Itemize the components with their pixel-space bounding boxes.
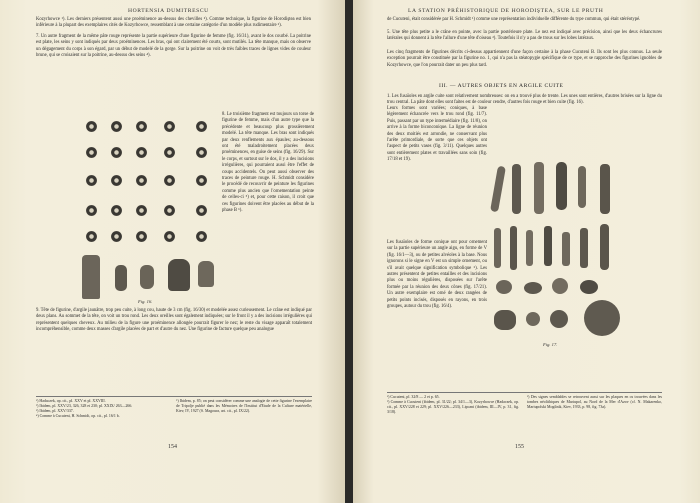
right-text-top3: Les cinq fragments de figurines décrits ci-dessus appartiennent d'une façon certaine à la phase Cucuteni B. Ils sont les plus connus. La seule exception pourrait être constituée par la figurine no. 1, qui n'a pas la stéatopygie spécifique de ce type, et se rapproche des figurines ignobles de Kozyrhowce, que l'on pourrait dater un peu plus tard. bbox=[387, 50, 662, 68]
left-page bbox=[0, 0, 345, 503]
right-text-top2: 5. Une tête plus petite a le crâne en pointe, avec la partie postérieure plate. Le nez est indiqué avec précision, ainsi que les deux échancrures latérales qui donnent à la tête l'allure d'une tête d'oiseau ²). Toutefois il n'y a pas de trous sur les lobes latéraux. bbox=[387, 30, 662, 42]
left-text-top: Kozyrhowce ¹). Les derniers présentent aussi une proéminence au-dessus des chevilles ²). Comme technique, la figurine de Horodiştea est bien inférieure à la plupart des exemplaires cités de Kozyrhowce, ressemblant à une certaine catégorie d'un modèle plus rudimentaire ³). bbox=[36, 17, 311, 29]
book-gutter bbox=[345, 0, 353, 503]
left-footnotes-a: ¹) Hadaczek, op. cit., pl. XXV et pl. XXVIII. ²) Ibidem, pl. XXV/23, 326, 328 et 230; pl. XXIX/ 263—266. ³) Ibidem, pl. XXV/337. ⁴) Comme à Cucuteni, H. Schmidt, op. cit., pl. 16/1 b. bbox=[36, 399, 133, 418]
left-text-column: 8. Le troisième fragment est toujours un torse de figurine de femme, mais d'un autre type que la précédente et beaucoup plus grossièrement modelé. La tête manque. Les bras sont indiqués par deux renflements aux épaules; au-dessous ont été maladroitement placées deux proéminences, en guise de seins (fig. 16/29). Sur le corps, et surtout sur le dos, il y a des incisions irrégulières, qui pourraient aussi être l'effet de coups accidentels. On peut aussi observer des traces de peinture rouge. H. Schmidt considère le procédé de recouvrir de peinture les figurines comme plus ancien que l'ornementation peinte de celles-ci ⁵) et, pour cette raison, il croit que ces figurines doivent être placées au début de la phase B ⁶). bbox=[222, 112, 314, 214]
right-text-top: de Cucuteni, était considérée par H. Schmidt ¹) comme une représentation individuelle différente du type commun, qui était stéréotypé. bbox=[387, 17, 641, 22]
right-page-number: 155 bbox=[515, 444, 524, 450]
left-running-header: HORTENSIA DUMITRESCU bbox=[128, 8, 209, 14]
left-text-par-head: 7. Un autre fragment de la même pâte rouge représente la partie supérieure d'une figurine de femme (fig. 16/31), avant le dos courbé. La poitrine est plate, les seins y sont indiqués par deux proéminences. Les bras, qui ont clairement été courts, sont mutilés. La tête manque, mais on observe un dégagement du corps à son égard, par un début de modelé de la gorge. Sur la poitrine on voit de très faibles traces de lignes vides de couleur brune, qui se croisaient sur la poitrine, au-dessus des seins ⁴). bbox=[36, 34, 311, 59]
right-running-header: LA STATION PRÉHISTORIQUE DE HORODIŞTEA, SUR LE PRUTH bbox=[408, 8, 604, 14]
section-title: III. — AUTRES OBJETS EN ARGILE CUITE bbox=[439, 83, 564, 89]
right-page bbox=[353, 0, 700, 503]
figure-17-caption: Fig. 17. bbox=[543, 342, 558, 347]
left-footnote-rule bbox=[36, 396, 312, 397]
left-footnotes-b: ⁵) Ibidem, p. 85; on peut considérer comme une analogie de cette figurine l'exemplaire de Tripolje publié dans les Mémoires de l'Institut d'Etude de la Culture matérielle, Kiev, IV, 1927 (S. Magoura, art. cit., pl. IX/22). bbox=[176, 399, 312, 413]
right-text-column: Leurs formes sont variées; coniques, à base légèrement échancrée vers le trou rond (fig. 11/7). Puis, passant par un type intermédiaire (fig. 11/8), on arrive à la forme biconconique. La ligne de réunion des deux moitiés est arrondie, ne conservant plus l'arête primordiale, de sorte que ces objets ont l'aspect de petits vases (fig. 3/11). Quelques autres sont entièrement plates et travaillées sans soin (fig. 17/18 et 19). bbox=[387, 106, 487, 163]
right-footnotes-a: ¹) Cucuteni, pl. 32/8 — 2 et p. 65. ²) Comme à Cucuteni (ibidem, pl. 31/22; pl. 34/1—3), Kozyrhowce (Hadaczek, op. cit., pl. XXV/228 et 229; pl. XXV/226—233), Lipcani (ibidem, III—IV, p. 31, fig. 3/18). bbox=[387, 395, 519, 414]
right-footnotes-b: ³) Des signes semblables se retrouvent aussi sur les plaques en os trouvées dans les tombes néolithiques de Mariupol, au Nord de la Mer d'Azov (cf. N. Makarenko, Mariupolski Mogilnik, Kiev, 1933, p. 98, fig. 73a). bbox=[527, 395, 662, 409]
figure-17-plate bbox=[488, 160, 623, 345]
right-text-section: 1. Les fusaïoles en argile cuite sont relativement nombreuses: on en a trouvé plus de trente. Les unes sont entières, d'autres brisées sur la ligne du trou central. La pâte dont elles sont faites est de couleur cendre, d'autres fois rouge et bien cuite (fig. 16). bbox=[387, 94, 662, 106]
left-text-bottom: 9. Tête de figurine, d'argile jaunâtre, trop peu cuite, à long cou, haute de 3 cm (fig. 16/30) et modelée assez curieusement. Le crâne est indiqué par deux plans. Au sommet de la tête, on voit un trou rond. Les deux oreilles sont également indiquées; sur le front il y a des incisions irrégulières qui représentent quelques cheveux. Au milieu de la figure une proéminence allongée pourrait figurer le nez; le reste du visage apparaît totalement incompréhensible, comme deux masses d'argile placées de part et d'autre du nez. Une figurine de facture quelque peu analogue bbox=[36, 308, 312, 333]
figure-16-caption: Fig. 16. bbox=[138, 299, 153, 304]
right-text-column-2: Les fusaïoles de forme conique ont pour ornement sur la partie supérieure un angle aigu, en forme de V (fig. 16/1—3), ou de petites alvéoles à la base. Nous ignorons si le signe en V est un simple ornement, ou s'il avait quelque signification symbolique ³). Les autres présentent de petites entailles et des incisions plus ou moins régulières, disposées sur l'arête formée par la réunion des deux cônes (fig. 17/21). Un autre exemplaire est orné de deux rangées de petits points incisés, disposés en rayons, en trois groupes, autour du trou (fig. 16/4). bbox=[387, 240, 487, 310]
figure-16-plate bbox=[78, 115, 221, 303]
left-page-number: 154 bbox=[168, 444, 177, 450]
right-footnote-rule bbox=[387, 392, 662, 393]
